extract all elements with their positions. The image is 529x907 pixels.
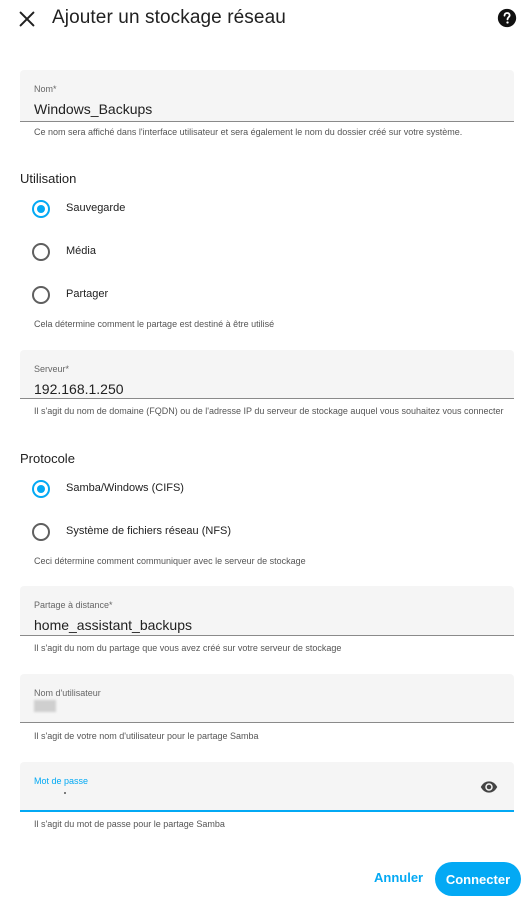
server-field-value[interactable]: 192.168.1.250 [34, 381, 124, 397]
radio-label: Sauvegarde [66, 202, 126, 214]
radio-button[interactable] [32, 523, 50, 541]
password-helper: Il s'agit du mot de passe pour le partage Samba [34, 819, 225, 829]
dialog-title: Ajouter un stockage réseau [52, 7, 286, 28]
remote-share-field[interactable] [20, 586, 514, 636]
radio-label: Partager [66, 288, 109, 300]
remote-share-field-value[interactable]: home_assistant_backups [34, 617, 192, 633]
username-helper: Il s'agit de votre nom d'utilisateur pour le partage Samba [34, 731, 259, 741]
cancel-button[interactable]: Annuler [374, 870, 424, 885]
radio-label: Système de fichiers réseau (NFS) [66, 525, 232, 537]
server-field-label: Serveur* [34, 364, 70, 374]
protocol-title: Protocole [20, 451, 75, 466]
connect-button[interactable]: Connecter [435, 862, 521, 896]
name-field[interactable] [20, 70, 514, 122]
usage-helper: Cela détermine comment le partage est destiné à être utilisé [34, 319, 275, 329]
radio-button[interactable] [32, 243, 50, 261]
remote-share-helper: Il s'agit du nom du partage que vous avez créé sur votre serveur de stockage [34, 643, 342, 653]
radio-button[interactable] [32, 480, 50, 498]
radio-label: Samba/Windows (CIFS) [66, 482, 184, 494]
radio-button[interactable] [32, 200, 50, 218]
close-icon[interactable] [16, 8, 38, 30]
radio-button[interactable] [32, 286, 50, 304]
name-field-value[interactable]: Windows_Backups [34, 101, 153, 117]
help-icon[interactable] [497, 8, 517, 28]
radio-label: Média [66, 245, 96, 257]
username-redacted-value [34, 700, 56, 712]
server-field[interactable] [20, 350, 514, 399]
name-field-helper: Ce nom sera affiché dans l'interface utilisateur et sera également le nom du dossier créé sur votre système. [34, 127, 463, 137]
protocol-helper: Ceci détermine comment communiquer avec le serveur de stockage [34, 556, 306, 566]
username-field[interactable] [20, 674, 514, 723]
remote-share-field-label: Partage à distance* [34, 600, 113, 610]
password-field-label: Mot de passe [34, 776, 89, 786]
username-field-label: Nom d'utilisateur [34, 688, 101, 698]
password-field[interactable] [20, 762, 514, 812]
password-masked-value [64, 792, 66, 794]
usage-title: Utilisation [20, 171, 77, 186]
server-field-helper: Il s'agit du nom de domaine (FQDN) ou de l'adresse IP du serveur de stockage auquel vous souhaitez vous connecter [34, 406, 504, 416]
eye-icon[interactable] [480, 778, 498, 796]
name-field-label: Nom* [34, 84, 57, 94]
dialog-header [0, 0, 529, 40]
